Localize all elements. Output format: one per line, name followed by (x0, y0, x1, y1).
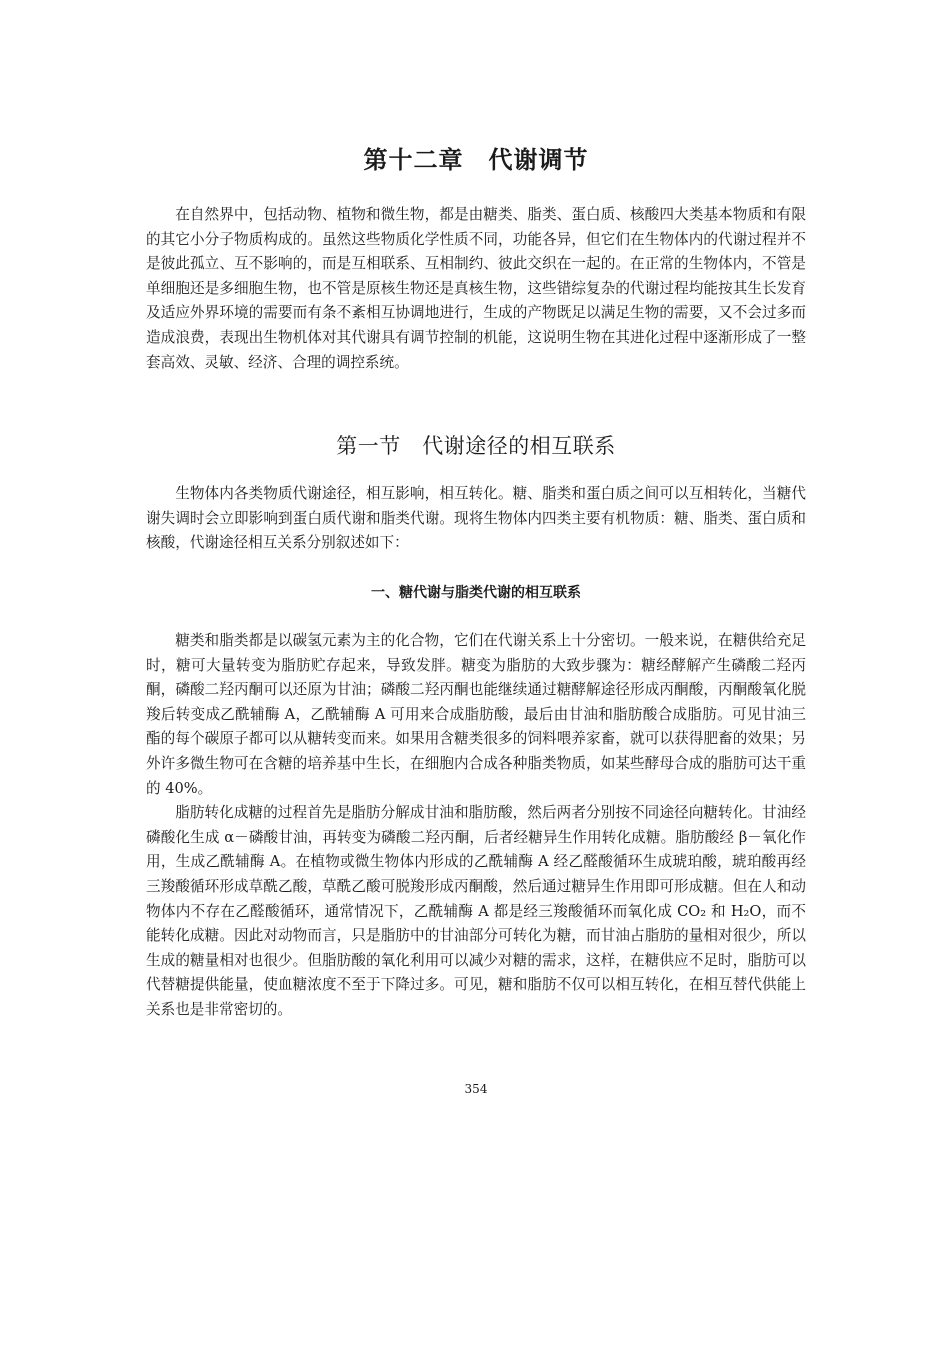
page-number: 354 (464, 1082, 488, 1096)
subsection-body-text (146, 629, 806, 1023)
intro-paragraph: 在自然界中，包括动物、植物和微生物，都是由糖类、脂类、蛋白质、核酸四大类基本物质和有限的其它小分子物质构成的。虽然这些物质化学性质不同，功能各异，但它们在生物体内的代谢过程并不是彼此孤立、互不影响的，而是互相联系、互相制约、彼此交织在一起的。在正常的生物体内，不管是单细胞还是多细胞生物，也不管是原核生物还是真核生物，这些错综复杂的代谢过程均能按其生长发育及适应外界环境的需要而有条不紊相互协调地进行，生成的产物既足以满足生物的需要，又不会过多而造成浪费，表现出生物机体对其代谢具有调节控制的机能，这说明生物在其进化过程中逐渐形成了一整套高效、灵敏、经济、合理的调控系统。 (146, 206, 806, 371)
section-paragraph: 生物体内各类物质代谢途径，相互影响，相互转化。糖、脂类和蛋白质之间可以互相转化，当糖代谢失调时会立即影响到蛋白质代谢和脂类代谢。现将生物体内四类主要有机物质：糖、脂类、蛋白质和核酸，代谢途径相互关系分别叙述如下： (146, 485, 806, 552)
body-paragraph: 脂肪转化成糖的过程首先是脂肪分解成甘油和脂肪酸，然后两者分别按不同途径向糖转化。甘油经磷酸化生成 α－磷酸甘油，再转变为磷酸二羟丙酮，后者经糖异生作用转化成糖。脂肪酸经 β－氧化作用，生成乙酰辅酶 A。在植物或微生物体内形成的乙酰辅酶 A 经乙醛酸循环生成琥珀酸，琥珀酸再经三羧酸循环形成草酰乙酸，草酰乙酸可脱羧形成丙酮酸，然后通过糖异生作用即可形成糖。但在人和动物体内不存在乙醛酸循环，通常情况下，乙酰辅酶 A 都是经三羧酸循环而氧化成 CO₂ 和 H₂O，而不能转化成糖。因此对动物而言，只是脂肪中的甘油部分可转化为糖，而甘油占脂肪的量相对很少，所以生成的糖量相对也很少。但脂肪酸的氧化利用可以减少对糖的需求，这样，在糖供应不足时，脂肪可以代替糖提供能量，使血糖浓度不至于下降过多。可见，糖和脂肪不仅可以相互转化，在相互替代供能上关系也是非常密切的。 (146, 804, 806, 1018)
section-intro-text (146, 482, 806, 556)
section-title: 第一节 代谢途径的相互联系 (336, 434, 616, 458)
subsection-title: 一、糖代谢与脂类代谢的相互联系 (371, 585, 581, 601)
chapter-title: 第十二章 代谢调节 (363, 146, 589, 174)
intro-text (146, 203, 806, 375)
body-paragraph: 糖类和脂类都是以碳氢元素为主的化合物，它们在代谢关系上十分密切。一般来说，在糖供给充足时，糖可大量转变为脂肪贮存起来，导致发胖。糖变为脂肪的大致步骤为：糖经酵解产生磷酸二羟丙酮，磷酸二羟丙酮可以还原为甘油；磷酸二羟丙酮也能继续通过糖酵解途径形成丙酮酸，丙酮酸氧化脱羧后转变成乙酰辅酶 A，乙酰辅酶 A 可用来合成脂肪酸，最后由甘油和脂肪酸合成脂肪。可见甘油三酯的每个碳原子都可以从糖转变而来。如果用含糖类很多的饲料喂养家畜，就可以获得肥畜的效果；另外许多微生物可在含糖的培养基中生长，在细胞内合成各种脂类物质，如某些酵母合成的脂肪可达干重的 40%。 (146, 632, 806, 797)
